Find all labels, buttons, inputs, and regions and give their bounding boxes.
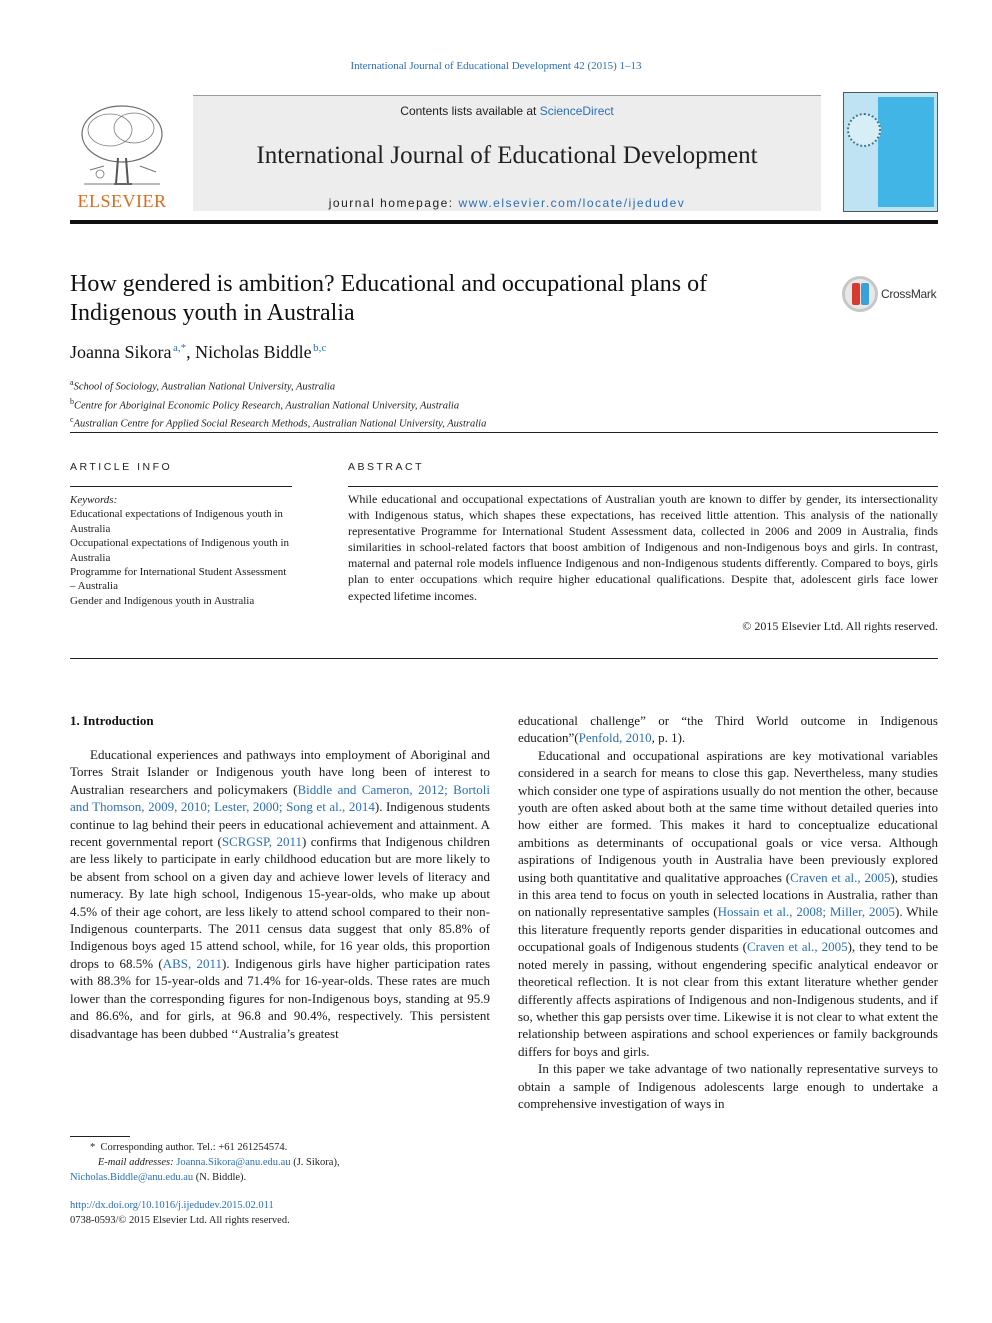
author-affiliation-marks[interactable]: b,c [313, 342, 327, 354]
intro-paragraph-1-continued: educational challenge” or “the Third World outcome in Indigenous education”(Penfold, 2010, p. 1). [518, 713, 938, 746]
keywords-block [70, 493, 292, 608]
journal-homepage-line [193, 196, 821, 210]
elsevier-wordmark: ELSEVIER [77, 191, 167, 211]
header-divider [70, 432, 938, 433]
article-info-heading: ARTICLE INFO [70, 461, 173, 473]
homepage-prefix: journal homepage: [328, 196, 459, 210]
masthead-divider [70, 220, 938, 224]
article-title: How gendered is ambition? Educational and occupational plans of Indigenous youth in Australia [70, 271, 708, 326]
affiliation-item: $^c$Australian Centre for Applied Social Research Methods, Australian National University, Australia [70, 415, 487, 430]
abstract-rule [348, 486, 938, 487]
journal-title: International Journal of Educational Development [256, 142, 758, 169]
affiliations [70, 376, 486, 432]
body-column-left [70, 746, 490, 1042]
section-heading-introduction: 1. Introduction [70, 713, 154, 728]
masthead-banner [193, 95, 821, 211]
affiliation-item: $^a$School of Sociology, Australian National University, Australia [70, 378, 336, 393]
homepage-link[interactable]: www.elsevier.com/locate/ijedudev [458, 196, 686, 210]
email-addresses: E-mail addresses: Joanna.Sikora@anu.edu.au (J. Sikora), [97, 1157, 340, 1168]
doi-link[interactable]: http://dx.doi.org/10.1016/j.ijedudev.2015.02.011 [70, 1200, 274, 1211]
crossmark-icon [842, 276, 878, 312]
author-name[interactable]: Nicholas Biddle [195, 342, 312, 362]
elsevier-logo[interactable] [70, 100, 174, 212]
keyword-item: Educational expectations of Indigenous youth in Australia [70, 508, 283, 535]
footnote-rule [70, 1136, 130, 1137]
citation-link[interactable]: Biddle and Cameron, 2012; Bortoli and Thomson, 2009, 2010; Lester, 2000; Song et al., 2014 [70, 781, 490, 815]
abstract-heading: ABSTRACT [348, 461, 425, 473]
citation-link[interactable]: ABS, 2011 [162, 955, 223, 971]
article-info-rule [70, 486, 292, 487]
sciencedirect-link[interactable]: ScienceDirect [539, 104, 614, 118]
journal-citation[interactable]: International Journal of Educational Development 42 (2015) 1–13 [350, 60, 642, 72]
cover-emblem-icon [847, 113, 881, 147]
email-addresses-continued: Nicholas.Biddle@anu.edu.au (N. Biddle). [70, 1172, 247, 1183]
abstract-copyright: © 2015 Elsevier Ltd. All rights reserved. [742, 619, 938, 633]
keywords-label: Keywords: [70, 494, 118, 506]
email-link[interactable]: Joanna.Sikora@anu.edu.au [176, 1157, 291, 1168]
keyword-item: Gender and Indigenous youth in Australia [70, 594, 255, 607]
email-link[interactable]: Nicholas.Biddle@anu.edu.au [70, 1172, 194, 1183]
intro-paragraph-2: Educational and occupational aspirations are key motivational variables considered in a search for means to close this gap. Nevertheless, many studies which consider one type of aspirations usually do not mention the other, because youth are often asked about both at the same time without detailed queries into how either are formed. This makes it hard to conceptualize educational ambitions as determinants of occupational goals or vice versa. Although aspirations of Indigenous youth in Australia have been previously explored using both quantitative and qualitative approaches (Craven et al., 2005), studies in this area tend to focus on youth in selected locations in Australia, rather than on nationally representative samples (Hossain et al., 2008; Miller, 2005). While this literature frequently reports gender disparities in educational outcomes and occupational goals of Indigenous students (Craven et al., 2005), they tend to be noted merely in passing, without engendering specific analytical endeavor or theoretical reflection. It is not clear from this extant literature whether gender differently affects aspirations of Indigenous and non-Indigenous students, and if so, whether this gap persists over time. Likewise it is not clear to what extent the relationship between aspirations and school experiences or family backgrounds differs for boys and girls. [518, 747, 939, 1059]
journal-cover-thumbnail[interactable] [843, 92, 938, 212]
citation-link[interactable]: Craven et al., 2005 [790, 869, 891, 885]
crossmark-label: CrossMark [881, 287, 937, 301]
keyword-item: Programme for International Student Assessment – Australia [70, 566, 287, 593]
corresponding-author-note: * Corresponding author. Tel.: +61 261254574. [90, 1142, 288, 1153]
intro-paragraph-3: In this paper we take advantage of two nationally representative surveys to obtain a sample of Indigenous adolescents large enough to undertake a comprehensive investigation of ways in [518, 1061, 938, 1111]
author-affiliation-marks[interactable]: a,* [173, 342, 187, 354]
elsevier-tree-icon [70, 100, 174, 190]
journal-masthead [70, 92, 938, 222]
abstract-divider [70, 658, 938, 659]
issn-line: 0738-0593/© 2015 Elsevier Ltd. All rights reserved. [70, 1215, 290, 1226]
keyword-item: Occupational expectations of Indigenous youth in Australia [70, 537, 290, 564]
crossmark-button[interactable] [842, 276, 942, 316]
citation-link[interactable]: Hossain et al., 2008; Miller, 2005 [717, 904, 896, 920]
footnote [70, 1140, 490, 1185]
cover-strip [878, 97, 934, 207]
contents-prefix: Contents lists available at [400, 104, 540, 118]
intro-paragraph-1: Educational experiences and pathways into employment of Aboriginal and Torres Strait Islander or Indigenous youth have long been of interest to Australian researchers and policymakers (Biddle and Cameron, 2012; Bortoli and Thomson, 2009, 2010; Lester, 2000; Song et al., 2014). Indigenous students continue to lag behind their peers in educational achievement and attainment. A recent governmental report (SCRGSP, 2011) confirms that Indigenous children are less likely to participate in early childhood education but are more likely to be absent from school on a given day and achieve lower levels of literacy and numeracy. By late high school, Indigenous 15-year-olds, who make up about 4.5% of their age cohort, are less likely to attend school compared to their non-Indigenous counterparts. The 2011 census data suggest that only 85.8% of Indigenous boys aged 15 attend school, while, for 16 year olds, this proportion drops to 68.5% (ABS, 2011). Indigenous girls have higher participation rates with 88.3% for 15-year-olds and 71.4% for 16-year-olds. These rates are much lower than the corresponding figures for non-Indigenous boys, standing at 95.9 and 86.6%, and for girls, at 96.8 and 90.4%, respectively. This persistent disadvantage has been dubbed ‘‘Australia’s greatest [70, 747, 491, 1041]
author-name[interactable]: Joanna Sikora [70, 342, 172, 362]
body-column-right [518, 712, 938, 1112]
affiliation-item: $^b$Centre for Aboriginal Economic Policy Research, Australian National University, Australia [70, 396, 460, 411]
citation-link[interactable]: SCRGSP, 2011 [221, 834, 302, 850]
contents-available-line [193, 104, 821, 118]
author-list: Joanna Sikora $^{a,*}$, Nicholas Biddle $^{b,c}$ [70, 342, 327, 362]
abstract-text: While educational and occupational expectations of Australian youth are known to differ by gender, its intersectionality with Indigenous status, which shapes these expectations, has received little attention. This analysis of the nationally representative Programme for International Student Assessment data, collected in 2006 and 2009 in Australia, finds similarities in school-related factors that boost ambition of Indigenous and non-Indigenous boys and girls. In contrast, maternal and paternal role models influence Indigenous and non-Indigenous students differently. Compared to boys, girls plan to enter occupations which require higher educational qualifications. Despite that, adolescent girls face lower expected lifetime incomes. [348, 492, 938, 603]
doi-block [70, 1198, 290, 1228]
citation-link[interactable]: Craven et al., 2005 [747, 939, 848, 955]
citation-link[interactable]: Penfold, 2010 [578, 730, 652, 746]
